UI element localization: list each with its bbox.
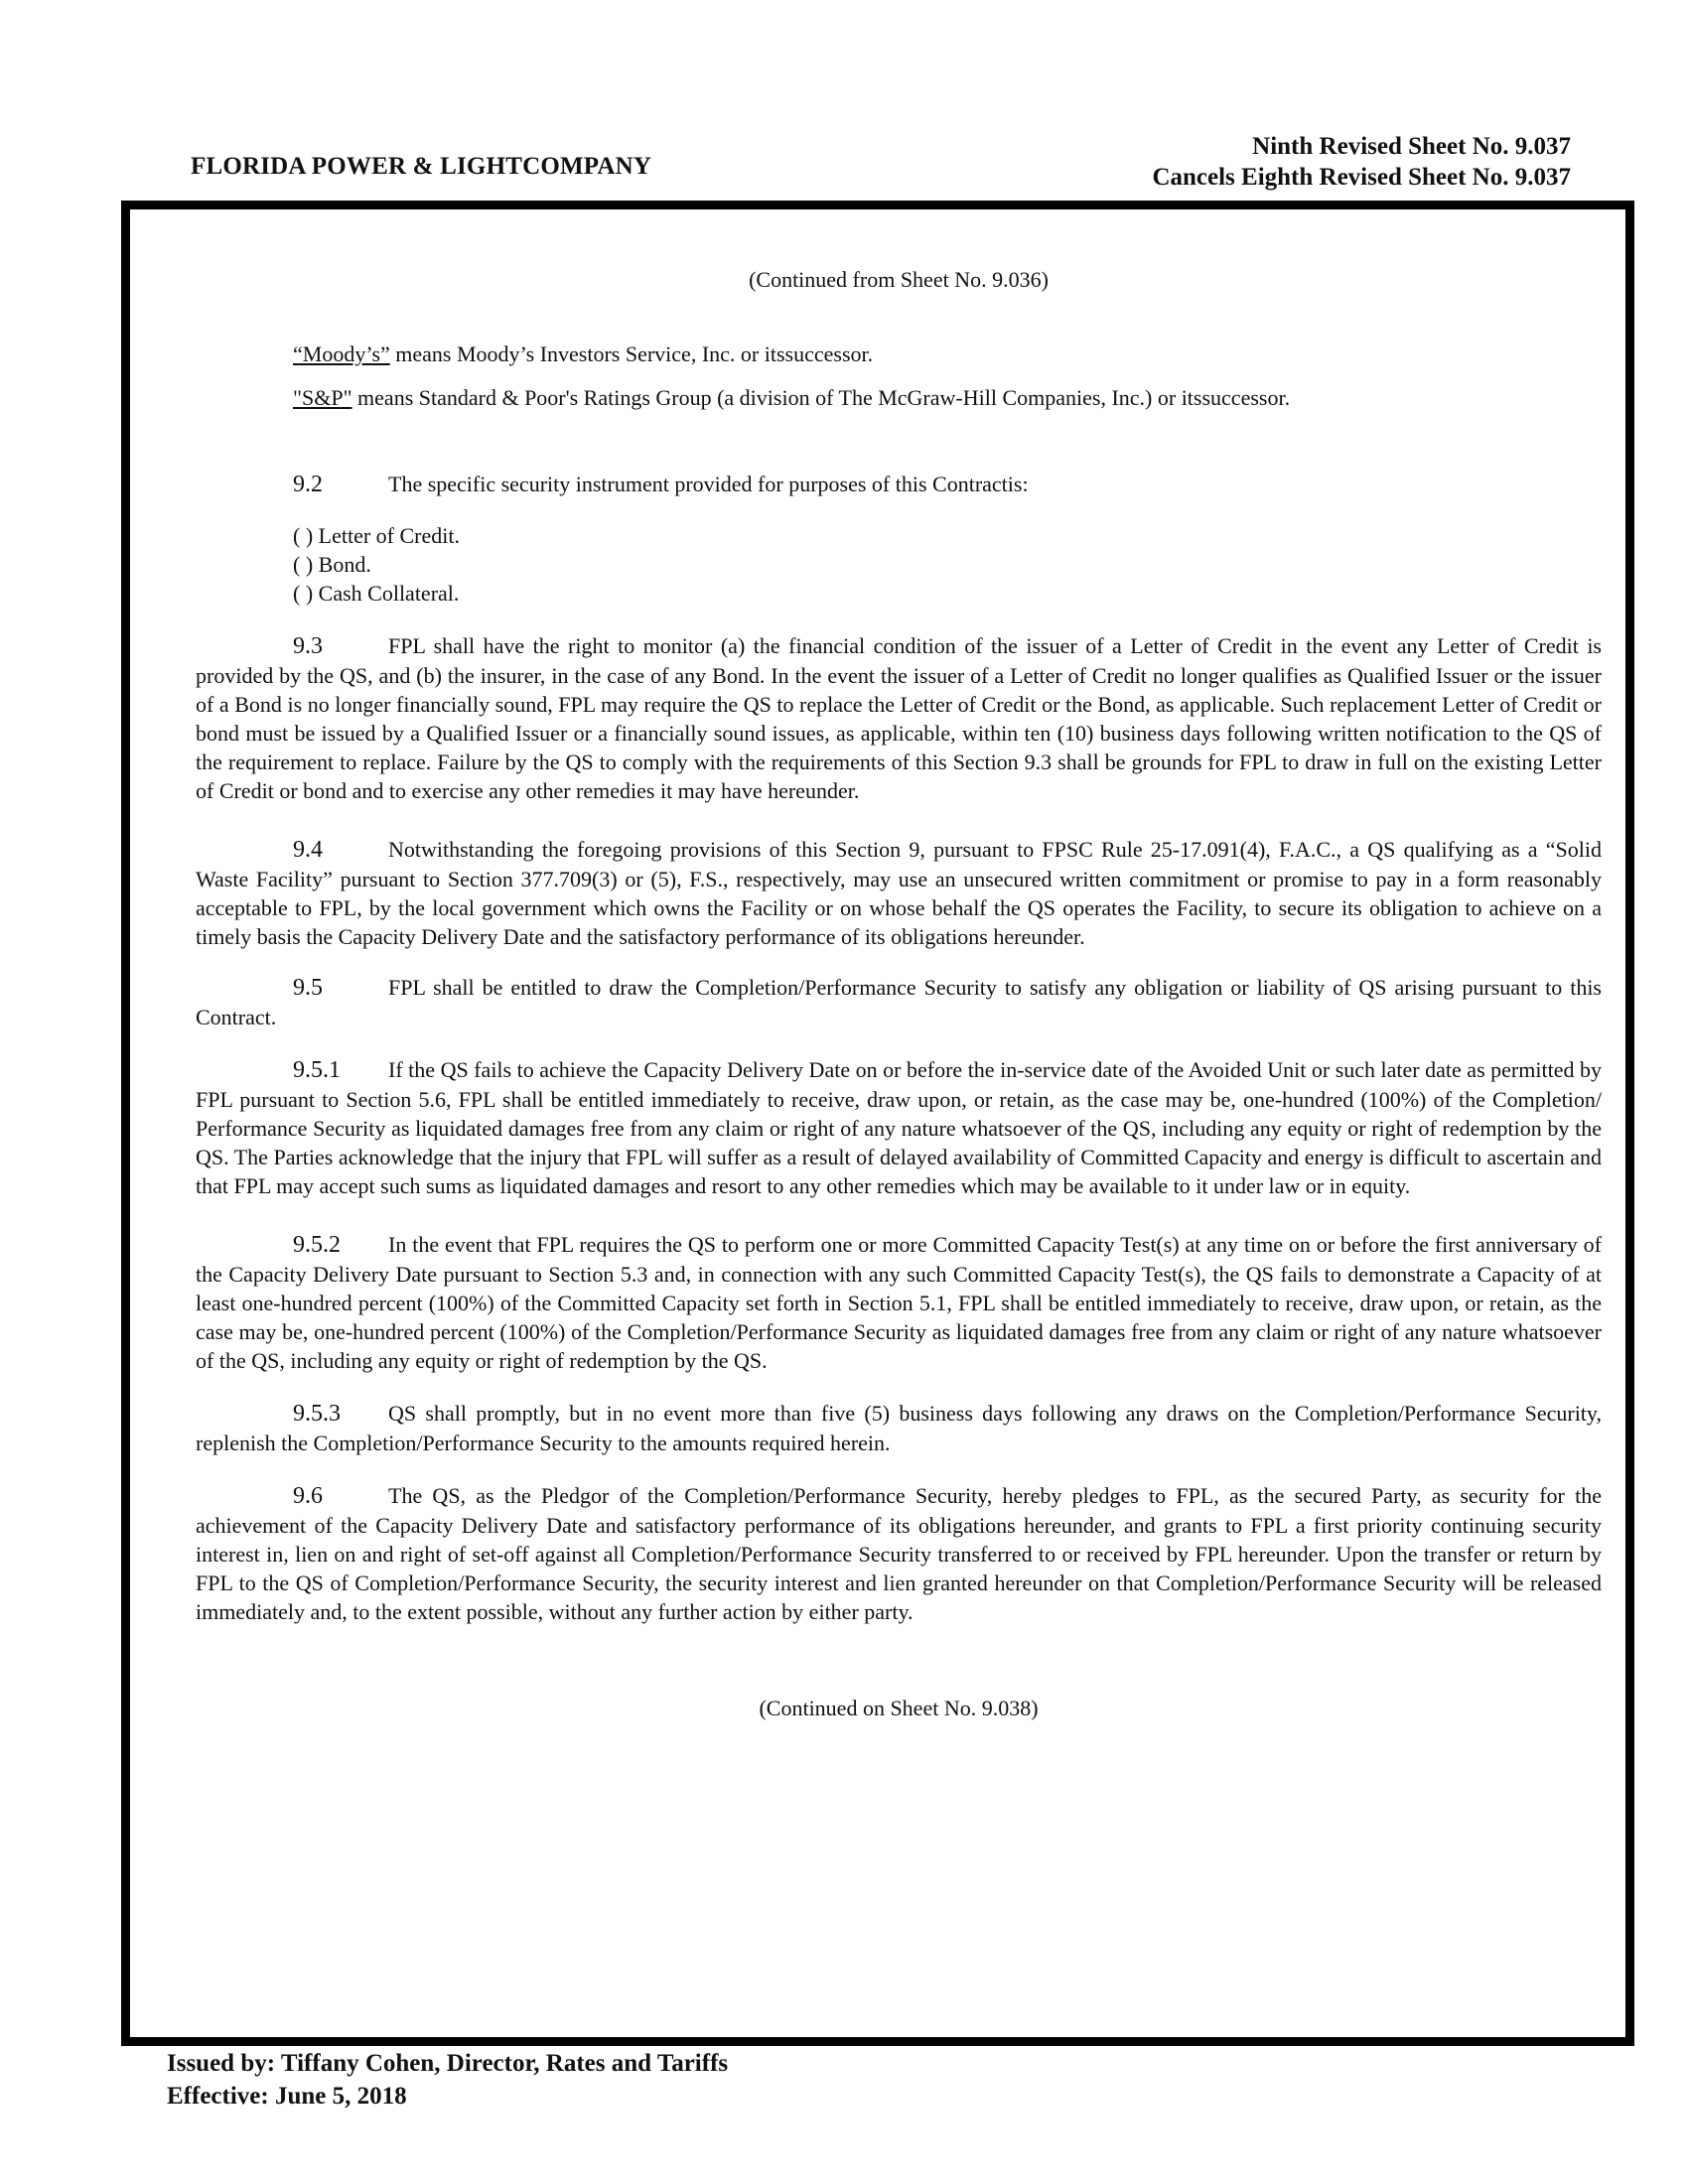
section-number: 9.3 <box>293 633 323 659</box>
section-text: In the event that FPL requires the QS to perform one or more Committed Capacity Test(s) at any time on or before the first anniversary of the Capacity Delivery Date pursuant to Section 5.3 and, in connection with any such Committed Capacity Test(s), the QS fails to demonstrate a Capacity of at least one-hundred percent (100%) of the Committed Capacity set forth in Section 5.1, FPL shall be entitled immediately to receive, draw upon, or retain, as the case may be, one-hundred percent (100%) of the Completion/Performance Security as liquidated damages free from any claim or right of any nature whatsoever of the QS, including any equity or right of redemption by the QS. <box>196 1232 1602 1373</box>
security-options <box>196 521 1602 608</box>
section-number: 9.4 <box>293 837 323 863</box>
section-number: 9.5.1 <box>293 1057 341 1083</box>
section-text: The specific security instrument provided for purposes of this Contractis: <box>388 472 1029 496</box>
continued-on: (Continued on Sheet No. 9.038) <box>759 1696 1039 1720</box>
section-9-3 <box>196 631 1602 805</box>
definition-term: “Moody’s” <box>293 341 390 366</box>
section-number: 9.2 <box>293 472 323 497</box>
definition-term: "S&P" <box>293 385 352 410</box>
definition-sp <box>196 383 1602 412</box>
section-number: 9.5.2 <box>293 1232 341 1258</box>
section-text: If the QS fails to achieve the Capacity Delivery Date on or before the in-service date of the Avoided Unit or such later date as permitted by FPL pursuant to Section 5.6, FPL shall be entitled immediately to receive, draw upon, or retain, as the case may be, one-hundred (100%) of the Completion/ Performance Security as liquidated damages free from any claim or right of any nature whatsoever of the QS, including any equity or right of redemption by the QS. The Parties acknowledge that the injury that FPL will suffer as a result of delayed availability of Committed Capacity and energy is difficult to ascertain and that FPL may accept such sums as liquidated damages and resort to any other remedies which may be available to it under law or in equity. <box>196 1057 1602 1198</box>
sheet-info <box>1152 131 1571 193</box>
definition-moodys <box>196 340 1602 368</box>
effective-date: Effective: June 5, 2018 <box>167 2083 407 2110</box>
section-9-5-2 <box>196 1230 1602 1375</box>
section-number: 9.5 <box>293 975 323 1001</box>
section-text: QS shall promptly, but in no event more than five (5) business days following any draws on the Completion/Performance Security, replenish the Completion/Performance Security to the amounts required herein. <box>196 1401 1602 1455</box>
section-9-5-3 <box>196 1399 1602 1457</box>
definition-text: means Standard & Poor's Ratings Group (a division of The McGraw-Hill Companies, Inc.) or itssuccessor. <box>352 385 1291 410</box>
section-number: 9.6 <box>293 1483 323 1509</box>
section-text: The QS, as the Pledgor of the Completion/Performance Security, hereby pledges to FPL, as the secured Party, as security for the achievement of the Capacity Delivery Date and satisfactory performance of its obligations hereunder, and grants to FPL a first priority continuing security interest in, lien on and right of set-off against all Completion/Performance Security transferred to or received by FPL hereunder. Upon the transfer or return by FPL to the QS of Completion/Performance Security, the security interest and lien granted hereunder on that Completion/Performance Security will be released immediately and, to the extent possible, without any further action by either party. <box>196 1483 1602 1624</box>
section-text: FPL shall have the right to monitor (a) the financial condition of the issuer of a Letter of Credit in the event any Letter of Credit is provided by the QS, and (b) the insurer, in the case of any Bond. In the event the issuer of a Letter of Credit no longer qualifies as Qualified Issuer or the issuer of a Bond is no longer financially sound, FPL may require the QS to replace the Letter of Credit or the Bond, as applicable. Such replacement Letter of Credit or bond must be issued by a Qualified Issuer or a financially sound issues, as applicable, within ten (10) business days following written notification to the QS of the requirement to replace. Failure by the QS to comply with the requirements of this Section 9.3 shall be grounds for FPL to draw in full on the existing Letter of Credit or bond and to exercise any other remedies it may have hereunder. <box>196 633 1602 803</box>
option-cash-collateral: ( ) Cash Collateral. <box>293 581 460 606</box>
sheet-cancels: Cancels Eighth Revised Sheet No. 9.037 <box>1152 164 1571 191</box>
issued-block <box>167 2047 728 2113</box>
page-frame <box>121 201 1634 2046</box>
section-9-5-1 <box>196 1055 1602 1200</box>
section-text: FPL shall be entitled to draw the Completion/Performance Security to satisfy any obligation or liability of QS arising pursuant to this Contract. <box>196 975 1602 1029</box>
continued-from: (Continued from Sheet No. 9.036) <box>749 267 1049 292</box>
section-9-5 <box>196 973 1602 1031</box>
issued-by: Issued by: Tiffany Cohen, Director, Rates and Tariffs <box>167 2050 729 2077</box>
company-name: FLORIDA POWER & LIGHTCOMPANY <box>191 153 652 180</box>
section-number: 9.5.3 <box>293 1401 341 1427</box>
page-content <box>196 265 1602 1722</box>
definition-text: means Moody’s Investors Service, Inc. or itssuccessor. <box>389 341 874 366</box>
sheet-number: Ninth Revised Sheet No. 9.037 <box>1252 133 1571 160</box>
section-9-6 <box>196 1481 1602 1626</box>
section-text: Notwithstanding the foregoing provisions of this Section 9, pursuant to FPSC Rule 25-17.091(4), F.A.C., a QS qualifying as a “Solid Waste Facility” pursuant to Section 377.709(3) or (5), F.S., respectively, may use an unsecured written commitment or promise to pay in a form reasonably acceptable to FPL, by the local government which owns the Facility or on whose behalf the QS operates the Facility, to secure its obligation to achieve on a timely basis the Capacity Delivery Date and the satisfactory performance of its obligations hereunder. <box>196 837 1602 949</box>
section-9-4 <box>196 835 1602 951</box>
option-bond: ( ) Bond. <box>293 552 371 577</box>
option-letter-of-credit: ( ) Letter of Credit. <box>293 523 460 548</box>
section-9-2 <box>196 470 1602 499</box>
